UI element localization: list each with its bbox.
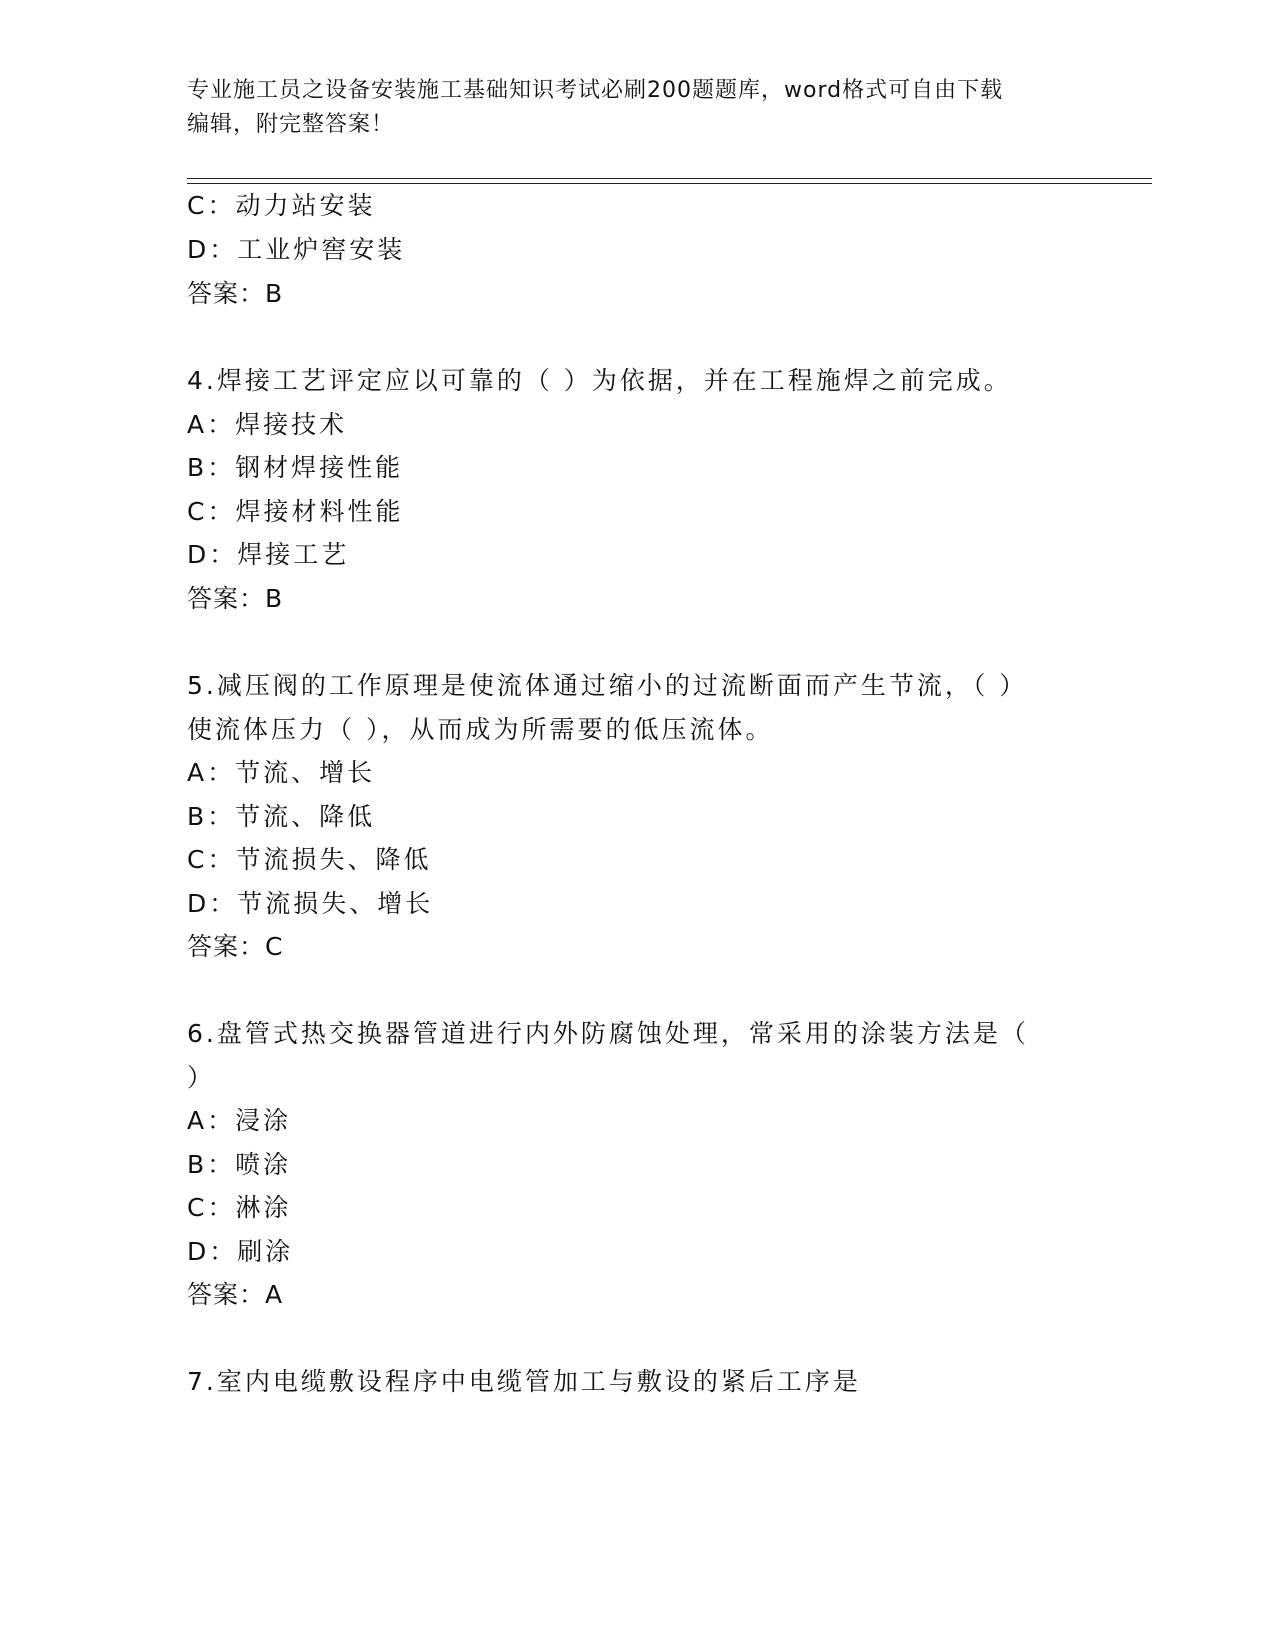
q4-option-b: B：钢材焊接性能 <box>187 453 404 482</box>
q5-stem-line2: 使流体压力（ ），从而成为所需要的低压流体。 <box>187 715 774 744</box>
q5-option-b: B：节流、降低 <box>187 802 376 831</box>
q4-answer: 答案：B <box>187 584 284 613</box>
header-divider-top <box>187 178 1152 179</box>
document-header <box>187 74 1087 142</box>
q6-answer: 答案：A <box>187 1280 284 1309</box>
q4-stem: 4.焊接工艺评定应以可靠的（ ）为依据，并在工程施焊之前完成。 <box>187 366 1012 395</box>
q6-option-a: A：浸涂 <box>187 1106 292 1135</box>
q5-option-d: D：节流损失、增长 <box>187 889 434 918</box>
q3-answer: 答案：B <box>187 279 284 308</box>
header-divider-bottom <box>187 183 1152 184</box>
q3-option-c: C：动力站安装 <box>187 191 376 220</box>
q5-option-c: C：节流损失、降低 <box>187 845 432 874</box>
q6-option-d: D：刷涂 <box>187 1237 294 1266</box>
q3-option-d: D：工业炉窖安装 <box>187 235 406 264</box>
q5-answer: 答案：C <box>187 932 284 961</box>
q5-stem-line1: 5.减压阀的工作原理是使流体通过缩小的过流断面而产生节流，（ ） <box>187 671 1028 700</box>
q4-option-a: A：焊接技术 <box>187 410 348 439</box>
q6-stem-line1: 6.盘管式热交换器管道进行内外防腐蚀处理，常采用的涂装方法是（ <box>187 1019 1029 1048</box>
q5-option-a: A：节流、增长 <box>187 758 376 787</box>
q6-stem-line2: ） <box>187 1063 216 1092</box>
q6-option-b: B：喷涂 <box>187 1150 292 1179</box>
q7-stem: 7.室内电缆敷设程序中电缆管加工与敷设的紧后工序是 <box>187 1367 861 1396</box>
header-title-line1: 专业施工员之设备安装施工基础知识考试必刷200题题库，word格式可自由下载 <box>187 78 1004 103</box>
q6-option-c: C：淋涂 <box>187 1193 292 1222</box>
header-title-line2: 编辑，附完整答案！ <box>187 112 395 137</box>
q4-option-c: C：焊接材料性能 <box>187 497 404 526</box>
q4-option-d: D：焊接工艺 <box>187 540 350 569</box>
